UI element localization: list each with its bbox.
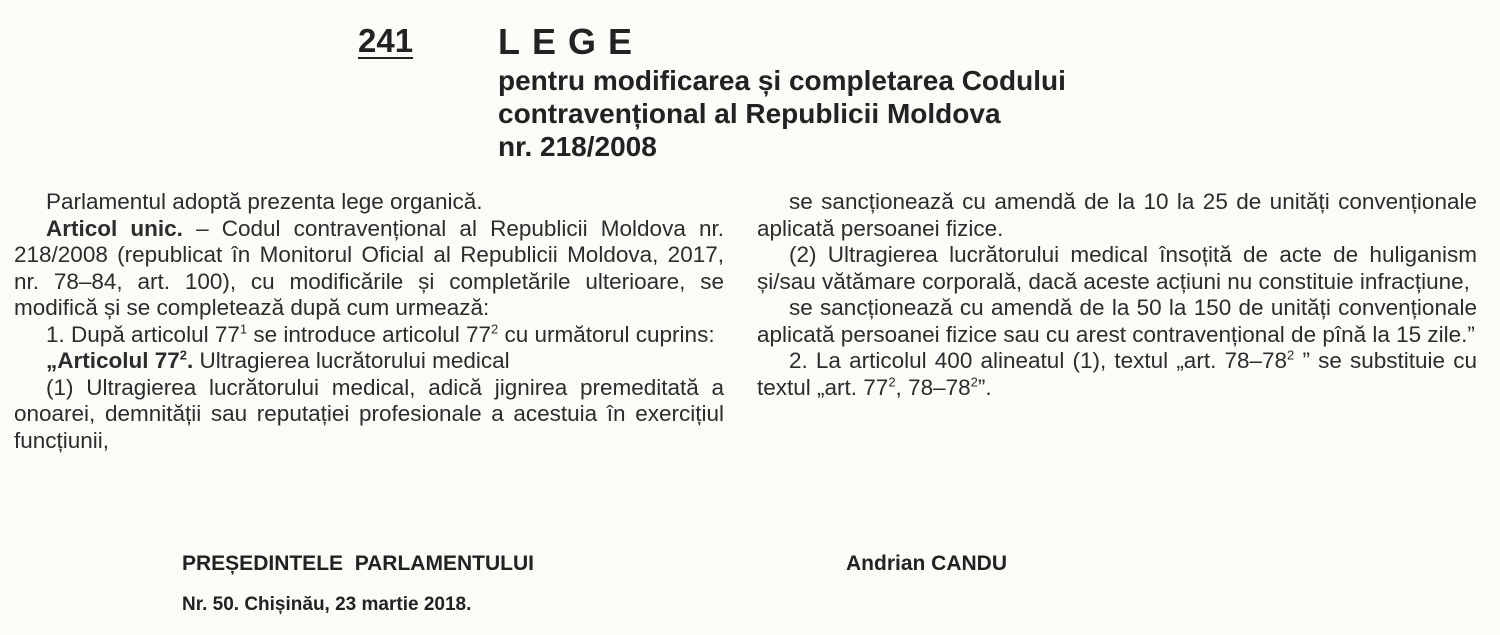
- item-2-text-a: 2. La articolul 400 alineatul (1), textul „art. 78–78: [789, 348, 1288, 373]
- item-2-text-b: ” se substituie cu textul „art. 77: [757, 348, 1477, 400]
- adoption-paragraph: Parlamentul adoptă prezenta lege organică.: [46, 189, 483, 214]
- item-2-text-d: ”.: [977, 374, 992, 400]
- item-2-sup-2: 2: [888, 374, 896, 389]
- item-2-sup-1: 2: [1287, 347, 1295, 363]
- item-1-paragraph: [14, 322, 724, 349]
- item-1-text-b: se introduce articolul 77: [247, 321, 491, 347]
- right-column: [757, 189, 1477, 401]
- title-block: [498, 20, 1258, 163]
- item-2-paragraph: [757, 348, 1477, 401]
- left-column: [14, 189, 724, 454]
- signatory-role: PREȘEDINTELE PARLAMENTULUI: [182, 552, 534, 575]
- article-label: „Articolul 77: [46, 348, 180, 373]
- item-1-sup-1: 1: [239, 321, 248, 336]
- item-1-text-c: cu următorul cuprins:: [498, 321, 715, 347]
- law-number: 241: [358, 22, 414, 59]
- place-and-date: Nr. 50. Chișinău, 23 martie 2018.: [182, 594, 472, 615]
- item-2-text-c: , 78–78: [895, 374, 971, 400]
- articol-unic-text: – Codul contravențional al Republicii Moldova nr. 218/2008 (republicat în Monitorul Oficial al Republicii Moldova, 2017, nr. 78–84, art. 100), cu modificările și completările ulterioare, se modifică și se completează după cum urmează:: [14, 215, 725, 320]
- item-1-sup-2: 2: [491, 321, 499, 336]
- item-1-text-a: 1. După articolul 77: [46, 321, 240, 347]
- sanction-2: se sancționează cu amendă de la 50 la 150 de unități convenționale aplicată persoanei fizice sau cu arest contravențional de pînă la 15 zile.”: [757, 295, 1477, 347]
- paragraph-1: (1) Ultragierea lucrătorului medical, adică jignirea premeditată a onoarei, demnității sau reputației profesionale a acestuia în exercițiul funcțiunii,: [14, 374, 724, 453]
- item-2-sup-3: 2: [970, 374, 978, 389]
- paragraph-2: (2) Ultragierea lucrătorului medical însoțită de acte de huliganism și/sau vătămare corporală, dacă aceste acțiuni nu constituie infracțiune,: [757, 242, 1477, 294]
- article-sup: 2: [179, 347, 188, 363]
- articol-unic-label: Articol unic.: [46, 215, 183, 241]
- title-line-2: contravențional al Republicii Moldova: [498, 98, 1001, 129]
- article-title: Ultragierea lucrătorului medical: [193, 348, 510, 373]
- articol-unic-paragraph: [14, 216, 724, 322]
- article-heading: [14, 348, 724, 375]
- article-dot: .: [187, 348, 194, 373]
- sanction-1: se sancționează cu amendă de la 10 la 25 de unități convenționale aplicată persoanei fizice.: [757, 189, 1477, 241]
- signatory-name: Andrian CANDU: [846, 552, 1007, 575]
- document-title: LEGE: [498, 21, 645, 62]
- title-line-1: pentru modificarea și completarea Codului: [498, 65, 1066, 96]
- title-line-3: nr. 218/2008: [498, 131, 657, 162]
